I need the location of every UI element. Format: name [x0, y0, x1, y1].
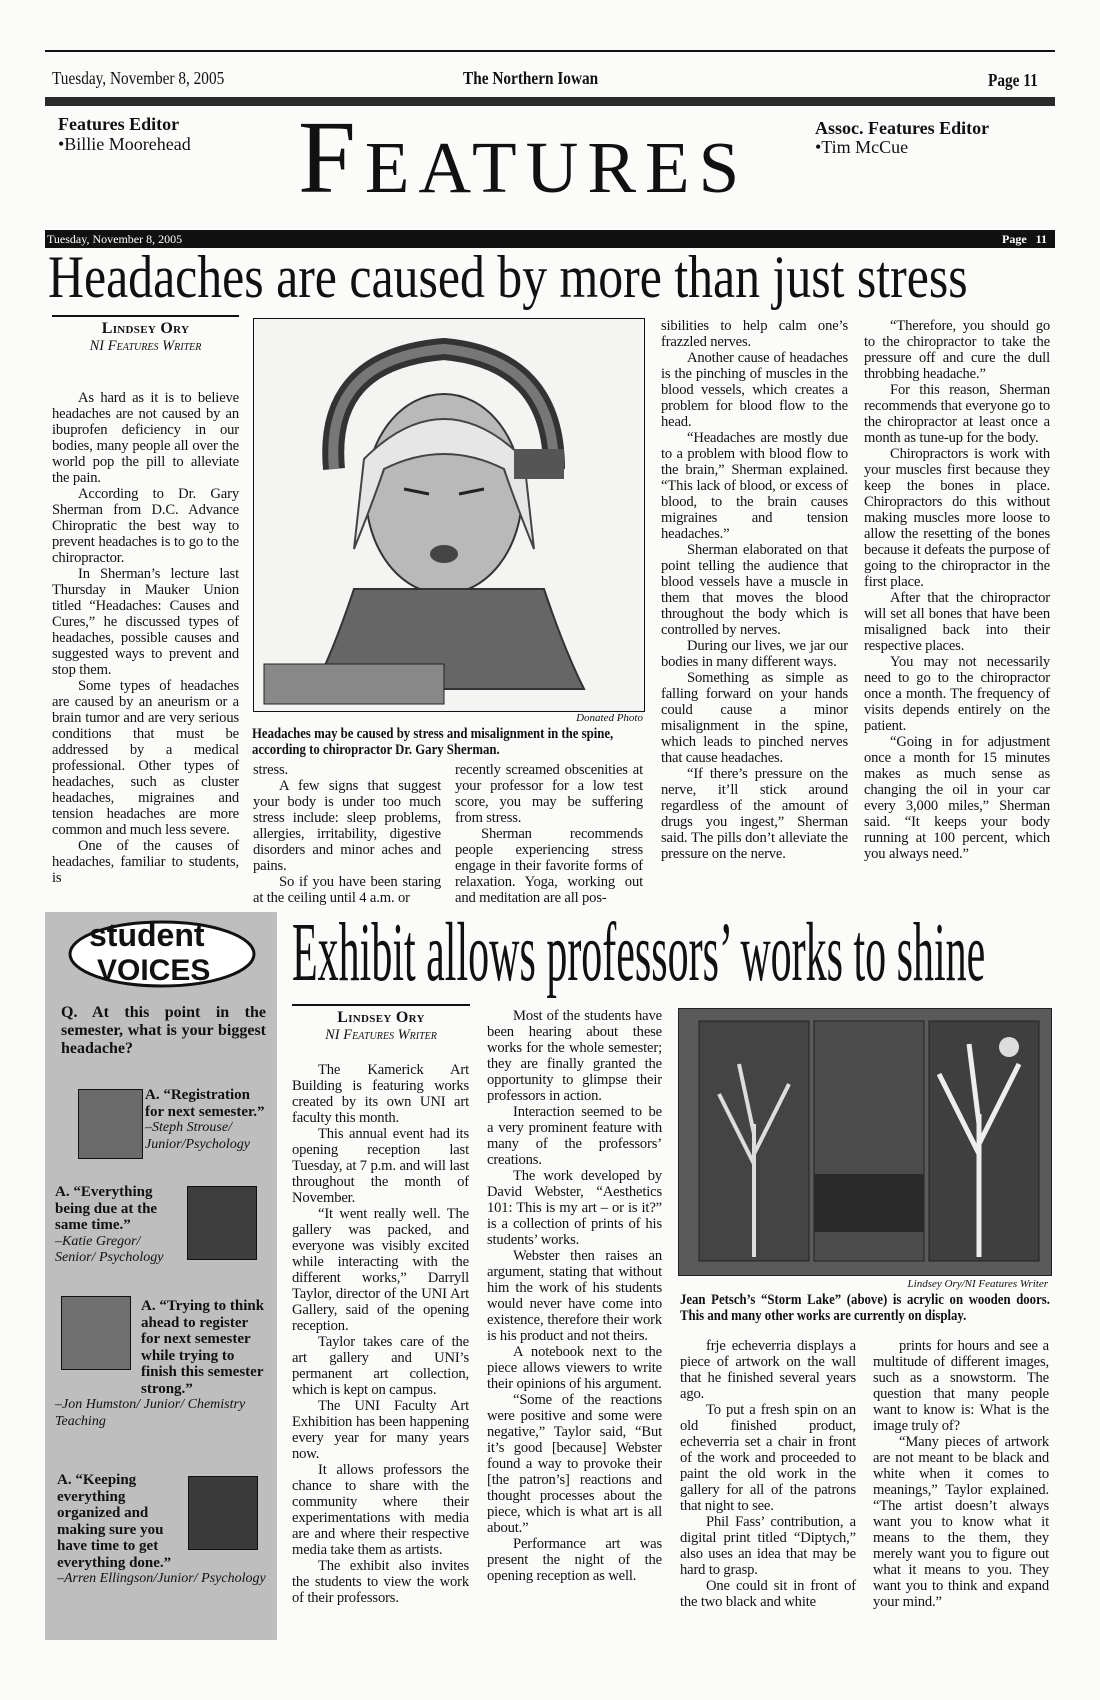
- article-paragraph: Sherman elaborated on that point telling the audience that blood vessels have a muscle in them that moves the blood throughout the body which is controlled by nerves.: [661, 542, 848, 638]
- article-paragraph: recently screamed obscenities at your professor for a low test score, you may be suffering from stress.: [455, 762, 643, 826]
- story1-headline: Headaches are caused by more than just stress: [48, 244, 968, 310]
- story2-byline-rule: [292, 1004, 470, 1006]
- story2-author: Lindsey Ory: [337, 1009, 425, 1026]
- article-paragraph: Sherman recommends people experiencing stress engage in their favorite forms of relaxation. Yoga, working out and meditation are all pos-: [455, 826, 643, 906]
- article-paragraph: Another cause of headaches is the pinching of muscles in the blood vessels, which creates a problem for blood flow to the head.: [661, 350, 848, 430]
- story1-photo-credit: Donated Photo: [576, 712, 643, 724]
- answer-who-1: –Steph Strouse/ Junior/Psychology: [145, 1120, 250, 1152]
- masthead-date: Tuesday, November 8, 2005: [52, 68, 225, 88]
- student-answer-2: [55, 1184, 180, 1267]
- student-answer-3: [55, 1298, 267, 1430]
- article-paragraph: “If there’s pressure on the nerve, it’ll stick around regardless of the amount of drugs you ingest,” Sherman said. The pills don’t alleviate the pressure on the nerve.: [661, 766, 848, 862]
- article-paragraph: During our lives, we jar our bodies in many different ways.: [661, 638, 848, 670]
- story1-byline: [52, 320, 239, 355]
- article-paragraph: In Sherman’s lecture last Thursday in Mauker Union titled “Headaches: Causes and Cures,” he discussed types of headaches, possible causes and suggested ways to prevent and stop them.: [52, 566, 239, 678]
- article-paragraph: frje echeverria displays a piece of artwork on the wall that he finished several years ago.: [680, 1338, 856, 1402]
- story2-photo-credit: Lindsey Ory/NI Features Writer: [907, 1278, 1048, 1290]
- article-paragraph: “It went really well. The gallery was packed, and everyone was visibly excited while interacting with the different works,” Darryll Taylor, director of the UNI Art Gallery, said of the opening reception.: [292, 1206, 469, 1334]
- article-paragraph: This annual event had its opening reception last Tuesday, at 7 p.m. and will last throughout the month of November.: [292, 1126, 469, 1206]
- article-paragraph: Interaction seemed to be a very prominent feature with many of the professors’ creations.: [487, 1104, 662, 1168]
- answer-who-4: –Arren Ellingson/Junior/ Psychology: [57, 1571, 266, 1586]
- student-voices-panel: [45, 912, 277, 1640]
- article-paragraph: “Headaches are mostly due to a problem with blood flow to the brain,” Sherman explained. “This lack of blood, or excess of blood, to the brain causes migraines and tension headaches.”: [661, 430, 848, 542]
- student-answer-1: [145, 1087, 265, 1153]
- article-paragraph: “Many pieces of artwork are not meant to be black and white when it comes to meanings,” Taylor explained. “The artist doesn’t always want you to know what it means to the them, they merely want you to figure out what it means to you. They want you to think and expand your mind.”: [873, 1434, 1049, 1610]
- student-photo-4: [188, 1476, 258, 1550]
- article-paragraph: So if you have been staring at the ceiling until 4 a.m. or: [253, 874, 441, 906]
- article-paragraph: A notebook next to the piece allows viewers to write their opinions of his argument.: [487, 1344, 662, 1392]
- article-paragraph: As hard as it is to believe headaches are not caused by an ibuprofen deficiency in our bodies, many people all over the world pop the pill to alleviate the pain.: [52, 390, 239, 486]
- story1-column-3: [455, 762, 643, 906]
- article-paragraph: One of the causes of headaches, familiar to students, is: [52, 838, 239, 886]
- article-paragraph: prints for hours and see a multitude of different images, such as a snowstorm. The question that many people want to know is: What is the image truly of?: [873, 1338, 1049, 1434]
- story2-headline: Exhibit allows professors’ works to shine: [292, 906, 986, 999]
- article-paragraph: One could sit in front of the two black and white: [680, 1578, 856, 1610]
- article-paragraph: “Going in for adjustment once a month for 15 minutes makes as much sense as changing the oil in your car every 3,000 miles,” Sherman said. “It keeps your body running at 100 percent, which you always need.”: [864, 734, 1050, 862]
- article-paragraph: Performance art was present the night of the opening reception as well.: [487, 1536, 662, 1584]
- story1-column-2: [253, 762, 441, 906]
- story2-author-role: NI Features Writer: [325, 1027, 437, 1043]
- logo-student: student: [89, 917, 205, 953]
- article-paragraph: According to Dr. Gary Sherman from D.C. Advance Chiropratic the best way to prevent headaches is to go to the chiropractor.: [52, 486, 239, 566]
- story1-caption: Headaches may be caused by stress and misalignment in the spine, according to chiropractor Dr. Gary Sherman.: [252, 726, 614, 758]
- article-paragraph: For this reason, Sherman recommends that everyone go to the chiropractor at least once a month as tune-up for the body.: [864, 382, 1050, 446]
- masthead-page: Page 11: [988, 70, 1038, 90]
- article-paragraph: sibilities to help calm one’s frazzled nerves.: [661, 318, 848, 350]
- story2-column-2: [487, 1008, 662, 1584]
- logo-voices: VOICES: [97, 954, 211, 987]
- article-paragraph: The exhibit also invites the students to view the work of their professors.: [292, 1558, 469, 1606]
- article-paragraph: Webster then raises an argument, stating that without him the work of his students would never have come into existence, therefore their work is his product and not theirs.: [487, 1248, 662, 1344]
- article-paragraph: Some types of headaches are caused by an aneurism or a brain tumor and are very serious conditions that must be addressed by a medical professional. Other types of headaches, such as cluster headaches, migraines and tension headaches are more common and much less severe.: [52, 678, 239, 838]
- assoc-features-editor: [815, 119, 989, 157]
- student-photo-2: [187, 1186, 257, 1260]
- story2-column-3: [680, 1338, 856, 1610]
- article-paragraph: Most of the students have been hearing about these works for the whole semester; they are finally granted the opportunity to glimpse their professors in action.: [487, 1008, 662, 1104]
- story1-byline-rule: [52, 315, 239, 317]
- article-paragraph: After that the chiropractor will set all bones that have been misaligned back into their respective places.: [864, 590, 1050, 654]
- story1-author-role: NI Features Writer: [89, 338, 202, 354]
- answer-who-2: –Katie Gregor/ Senior/ Psychology: [55, 1233, 164, 1265]
- article-paragraph: Taylor takes care of the art gallery and UNI’s permanent art collection, which is kept on campus.: [292, 1334, 469, 1398]
- headache-illustration-image: [254, 319, 644, 711]
- story1-author: Lindsey Ory: [101, 320, 190, 337]
- article-paragraph: It allows professors the chance to share with the community where their experimentations with media are and where their respective media take them as artists.: [292, 1462, 469, 1558]
- answer-text-3: A. “Trying to think ahead to register for next semester while trying to finish this semester strong.”: [141, 1298, 265, 1397]
- article-paragraph: stress.: [253, 762, 289, 778]
- article-paragraph: Phil Fass’ contribution, a digital print titled “Diptych,” also uses an idea that may be hard to grasp.: [680, 1514, 856, 1578]
- story1-illustration: [253, 318, 645, 712]
- article-paragraph: The work developed by David Webster, “Aesthetics 101: This is my art – or is it?” is a collection of prints of his students’ works.: [487, 1168, 662, 1248]
- article-paragraph: A few signs that suggest your body is under too much stress include: sleep problems, allergies, irritability, digestive disorders and minor aches and pains.: [253, 778, 441, 874]
- article-paragraph: The Kamerick Art Building is featuring works created by its own UNI art faculty this month.: [292, 1062, 469, 1126]
- article-paragraph: Something as simple as falling forward on your hands could cause a minor misalignment in the spine, which leads to pinched nerves that cause headaches.: [661, 670, 848, 766]
- story2-column-1: [292, 1062, 469, 1606]
- article-paragraph: To put a fresh spin on an old finished product, echeverria set a chair in front of the work and proceeded to paint the old work in the gallery for all of the patrons that night to see.: [680, 1402, 856, 1514]
- article-paragraph: You may not necessarily need to go to the chiropractor once a month. The frequency of visits depends entirely on the patient.: [864, 654, 1050, 734]
- features-editor: [58, 114, 191, 154]
- features-editor-title: Features Editor: [58, 114, 180, 134]
- story2-column-4: [873, 1338, 1049, 1610]
- section-title: Features: [298, 100, 749, 215]
- student-voices-logo: [67, 918, 257, 990]
- article-paragraph: Chiropractors is work with your muscles first because they keep the bones in place. Chiropractors do this without making muscles more loose to allow the resetting of the bones because it defeats the purpose of going to the chiropractor in the first place.: [864, 446, 1050, 590]
- storm-lake-painting-image: [679, 1009, 1051, 1275]
- answer-text-4: A. “Keeping everything organized and making sure you have time to get everything done.”: [57, 1472, 172, 1571]
- masthead-paper: The Northern Iowan: [463, 68, 599, 88]
- story1-column-4: [661, 318, 848, 862]
- section-bar-date: Tuesday, November 8, 2005: [47, 232, 183, 246]
- section-bar-page: Page 11: [1002, 232, 1047, 246]
- answer-text-1: A. “Registration for next semester.”: [145, 1087, 265, 1120]
- article-paragraph: “Some of the reactions were positive and some were negative,” Taylor said, “But it’s good [because] Webster found a way to provoke their [the patron’s] reactions and thought processes about the piece, which is what art is all about.”: [487, 1392, 662, 1536]
- article-paragraph: The UNI Faculty Art Exhibition has been happening every year for many years now.: [292, 1398, 469, 1462]
- answer-text-2: A. “Everything being due at the same time.”: [55, 1184, 158, 1233]
- features-editor-name: •Billie Moorehead: [58, 134, 191, 154]
- assoc-editor-title: Assoc. Features Editor: [815, 118, 990, 138]
- article-paragraph: “Therefore, you should go to the chiropractor to take the pressure off and cure the dull throbbing headache.”: [864, 318, 1050, 382]
- story2-caption: Jean Petsch’s “Storm Lake” (above) is acrylic on wooden doors. This and many other works are currently on display.: [680, 1292, 1050, 1324]
- story1-column-1: [52, 390, 239, 886]
- story1-column-5: [864, 318, 1050, 862]
- answer-who-3: –Jon Humston/ Junior/ Chemistry Teaching: [55, 1397, 246, 1429]
- student-photo-1: [78, 1089, 143, 1159]
- top-rule: [45, 50, 1055, 52]
- storm-lake-photo: [678, 1008, 1052, 1276]
- student-voices-question: Q. At this point in the semester, what is your biggest headache?: [61, 1004, 266, 1057]
- assoc-editor-name: •Tim McCue: [815, 137, 909, 157]
- story2-byline: [292, 1009, 470, 1044]
